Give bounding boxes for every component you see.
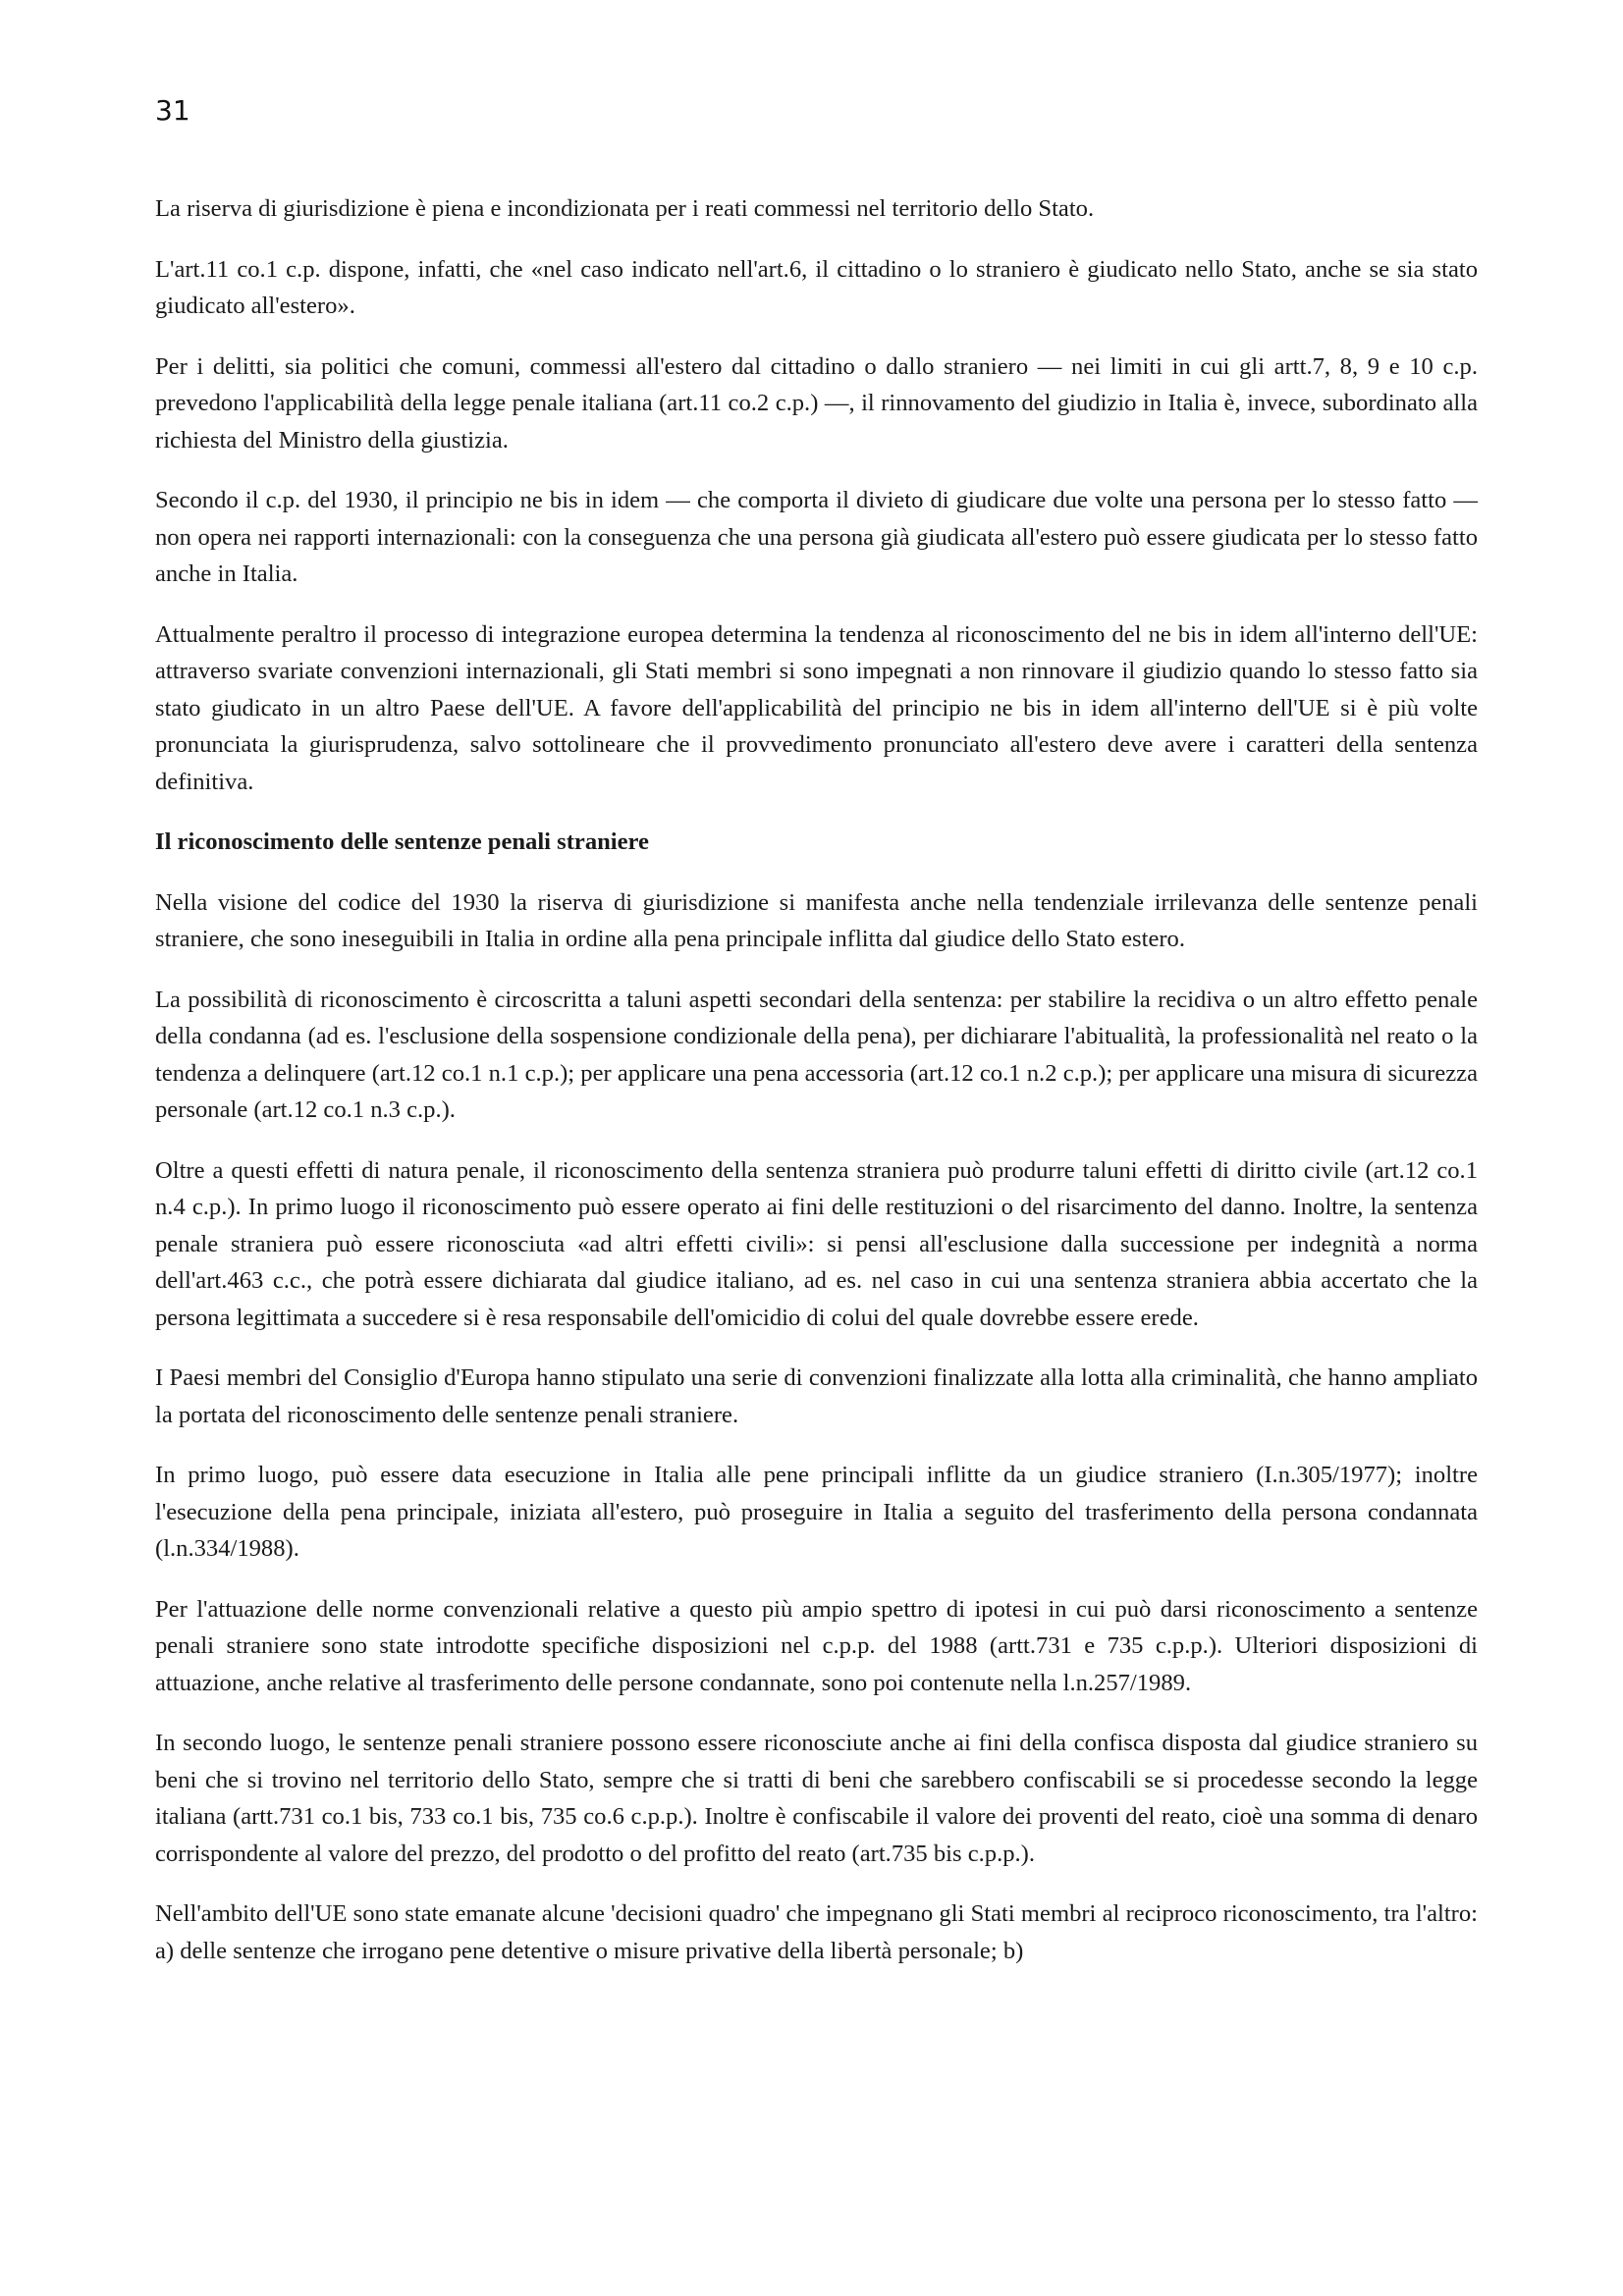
section-heading: Il riconoscimento delle sentenze penali straniere bbox=[155, 828, 649, 855]
paragraph: In secondo luogo, le sentenze penali straniere possono essere riconosciute anche ai fini della confisca disposta dal giudice straniero su beni che si trovino nel territorio dello Stato, sempre che si tratti di beni che sarebbero confiscabili se si procedesse secondo la legge italiana (artt.731 co.1 bis, 733 co.1 bis, 735 co.6 c.p.p.). Inoltre è confiscabile il valore dei proventi del reato, cioè una somma di denaro corrispondente al valore del prezzo, del prodotto o del profitto del reato (art.735 bis c.p.p.). bbox=[155, 1730, 1478, 1867]
paragraph: Per i delitti, sia politici che comuni, commessi all'estero dal cittadino o dallo straniero — nei limiti in cui gli artt.7, 8, 9 e 10 c.p. prevedono l'applicabilità della legge penale italiana (art.11 co.2 c.p.) —, il rinnovamento del giudizio in Italia è, invece, subordinato alla richiesta del Ministro della giustizia. bbox=[155, 352, 1478, 454]
paragraph: In primo luogo, può essere data esecuzione in Italia alle pene principali inflitte da un giudice straniero (I.n.305/1977); inoltre l'esecuzione della pena principale, iniziata all'estero, può proseguire in Italia a seguito del trasferimento della persona condannata (l.n.334/1988). bbox=[155, 1462, 1478, 1562]
page-number: 31 bbox=[155, 94, 190, 127]
paragraph: La riserva di giurisdizione è piena e incondizionata per i reati commessi nel territorio dello Stato. bbox=[155, 195, 1095, 222]
paragraph: Oltre a questi effetti di natura penale, il riconoscimento della sentenza straniera può produrre taluni effetti di diritto civile (art.12 co.1 n.4 c.p.). In primo luogo il riconoscimento può essere operato ai fini delle restituzioni o del risarcimento del danno. Inoltre, la sentenza penale straniera può essere riconosciuta «ad altri effetti civili»: si pensi all'esclusione dalla successione per indegnità a norma dell'art.463 c.c., che potrà essere dichiarata dal giudice italiano, ad es. nel caso in cui una sentenza straniera abbia accertato che la persona legittimata a succedere si è resa responsabile dell'omicidio di colui del quale dovrebbe essere erede. bbox=[155, 1156, 1478, 1331]
paragraph: La possibilità di riconoscimento è circoscritta a taluni aspetti secondari della sentenza: per stabilire la recidiva o un altro effetto penale della condanna (ad es. l'esclusione della sospensione condizionale della pena), per dichiarare l'abitualità, la professionalità nel reato o la tendenza a delinquere (art.12 co.1 n.1 c.p.); per applicare una pena accessoria (art.12 co.1 n.2 c.p.); per applicare una misura di sicurezza personale (art.12 co.1 n.3 c.p.). bbox=[155, 986, 1478, 1123]
paragraph: Nell'ambito dell'UE sono state emanate alcune 'decisioni quadro' che impegnano gli Stati membri al reciproco riconoscimento, tra l'altro: a) delle sentenze che irrogano pene detentive o misure privative della libertà personale; b) bbox=[155, 1900, 1478, 1964]
document-body bbox=[155, 190, 1478, 1969]
paragraph: Per l'attuazione delle norme convenzionali relative a questo più ampio spettro di ipotesi in cui può darsi riconoscimento a sentenze penali straniere sono state introdotte specifiche disposizioni nel c.p.p. del 1988 (artt.731 e 735 c.p.p.). Ulteriori disposizioni di attuazione, anche relative al trasferimento delle persone condannate, sono poi contenute nella l.n.257/1989. bbox=[155, 1595, 1478, 1696]
paragraph: Secondo il c.p. del 1930, il principio ne bis in idem — che comporta il divieto di giudicare due volte una persona per lo stesso fatto — non opera nei rapporti internazionali: con la conseguenza che una persona già giudicata all'estero può essere giudicata per lo stesso fatto anche in Italia. bbox=[155, 487, 1478, 587]
paragraph: Nella visione del codice del 1930 la riserva di giurisdizione si manifesta anche nella tendenziale irrilevanza delle sentenze penali straniere, che sono ineseguibili in Italia in ordine alla pena principale inflitta dal giudice dello Stato estero. bbox=[155, 888, 1478, 952]
paragraph: Attualmente peraltro il processo di integrazione europea determina la tendenza al riconoscimento del ne bis in idem all'interno dell'UE: attraverso svariate convenzioni internazionali, gli Stati membri si sono impegnati a non rinnovare il giudizio quando lo stesso fatto sia stato giudicato in un altro Paese dell'UE. A favore dell'applicabilità del principio ne bis in idem all'interno dell'UE si è più volte pronunciata la giurisprudenza, salvo sottolineare che il provvedimento pronunciato all'estero deve avere i caratteri della sentenza definitiva. bbox=[155, 620, 1478, 795]
paragraph: L'art.11 co.1 c.p. dispone, infatti, che «nel caso indicato nell'art.6, il cittadino o lo straniero è giudicato nello Stato, anche se sia stato giudicato all'estero». bbox=[155, 255, 1478, 319]
paragraph: I Paesi membri del Consiglio d'Europa hanno stipulato una serie di convenzioni finalizzate alla lotta alla criminalità, che hanno ampliato la portata del riconoscimento delle sentenze penali straniere. bbox=[155, 1364, 1478, 1428]
